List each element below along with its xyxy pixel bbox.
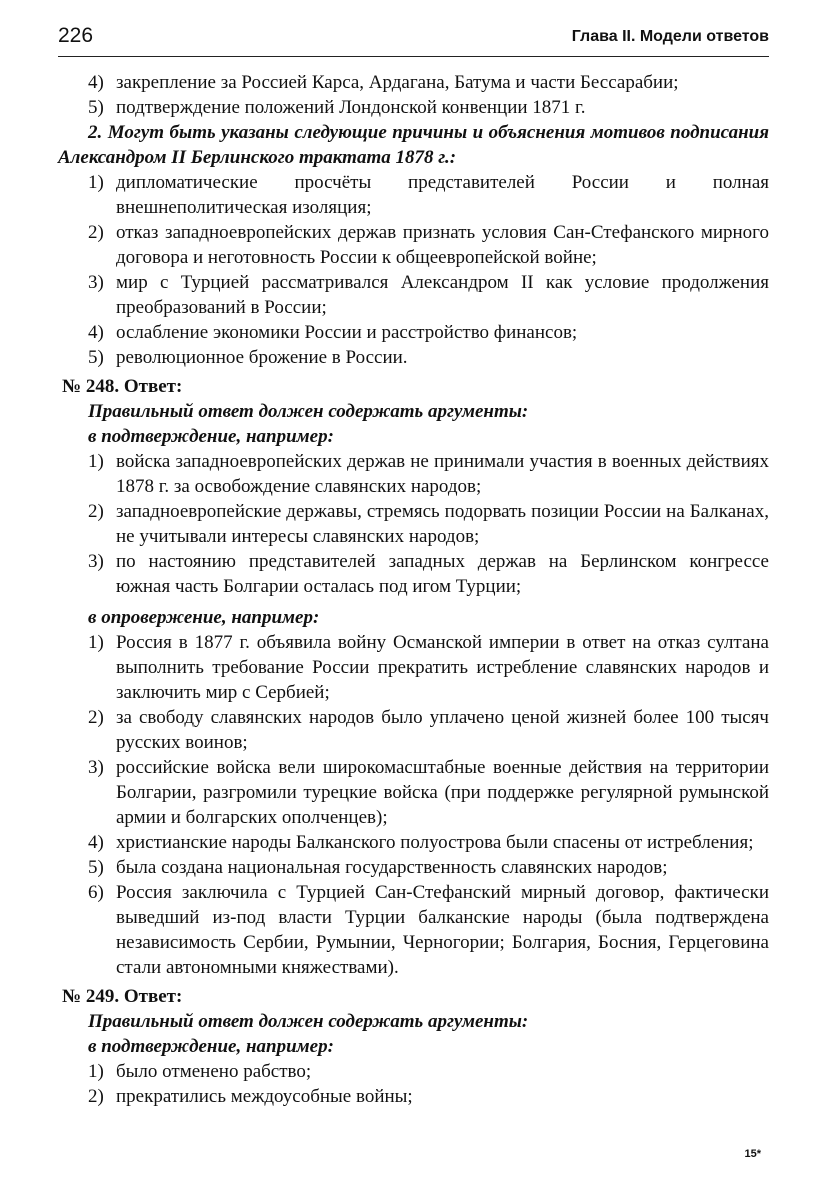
list-item — [58, 320, 769, 345]
list-item — [58, 95, 769, 120]
list-item — [58, 830, 769, 855]
page-number: 226 — [58, 24, 94, 47]
list-item — [58, 499, 769, 549]
item-number: 2) — [88, 1086, 104, 1107]
list-item — [58, 1059, 769, 1084]
item-text: прекратились междоусобные войны; — [116, 1086, 413, 1107]
list-item — [58, 270, 769, 320]
item-text: Россия заключила с Турцией Сан-Стефанский мирный договор, фактически выведший из-под власти Турции балканские народы (была подтверждена независимость Сербии, Румынии, Черногории; Болгария, Босния, Герцеговина стали автономными княжествами). — [116, 882, 769, 978]
item-number: 1) — [88, 172, 104, 193]
item-text: была создана национальная государственность славянских народов; — [116, 857, 668, 878]
item-text: российские войска вели широкомасштабные военные действия на территории Болгарии, разгромили турецкие войска (при поддержке регулярной румынской армии и болгарских ополченцев); — [116, 757, 769, 828]
list-item — [58, 220, 769, 270]
item-text: ослабление экономики России и расстройство финансов; — [116, 322, 578, 343]
item-text: по настоянию представителей западных держав на Берлинском конгрессе южная часть Болгарии осталась под игом Турции; — [116, 551, 769, 597]
item-number: 4) — [88, 72, 104, 93]
list-item — [58, 170, 769, 220]
item-number: 4) — [88, 832, 104, 853]
item-number: 5) — [88, 857, 104, 878]
list-item — [58, 755, 769, 830]
item-text: западноевропейские державы, стремясь подорвать позиции России на Балканах, не учитывали интересы славянских народов; — [116, 501, 769, 547]
item-number: 5) — [88, 97, 104, 118]
section-2-heading: 2. Могут быть указаны следующие причины и объяснения мотивов подписания Александром II Берлинского трактата 1878 г.: — [58, 122, 769, 168]
list-item — [58, 880, 769, 980]
item-text: войска западноевропейских держав не принимали участия в военных действиях 1878 г. за освобождение славянских народов; — [116, 451, 769, 497]
item-number: 1) — [88, 1061, 104, 1082]
item-number: 2) — [88, 222, 104, 243]
item-text: мир с Турцией рассматривался Александром II как условие продолжения преобразований в России; — [116, 272, 769, 318]
item-number: 3) — [88, 757, 104, 778]
chapter-title: Глава II. Модели ответов — [571, 28, 769, 45]
item-number: 2) — [88, 501, 104, 522]
answer-249-confirm-list — [58, 1059, 769, 1109]
item-text: было отменено рабство; — [116, 1061, 312, 1082]
answer-248-title: № 248. Ответ: — [62, 376, 183, 397]
item-text: за свободу славянских народов было уплачено ценой жизней более 100 тысяч русских воинов; — [116, 707, 769, 753]
list-item — [58, 345, 769, 370]
list-item — [58, 630, 769, 705]
item-number: 4) — [88, 322, 104, 343]
answer-249-confirm-heading: в подтверждение, например: — [88, 1036, 334, 1057]
page-content — [58, 70, 769, 1109]
answer-248-requirement: Правильный ответ должен содержать аргументы: — [88, 401, 529, 422]
item-number: 3) — [88, 551, 104, 572]
reasons-list — [58, 170, 769, 370]
answer-248-refute-list — [58, 630, 769, 980]
running-header — [58, 22, 769, 57]
list-item — [58, 70, 769, 95]
item-number: 2) — [88, 707, 104, 728]
item-text: закрепление за Россией Карса, Ардагана, Батума и части Бессарабии; — [116, 72, 679, 93]
signature-mark: 15* — [744, 1148, 761, 1160]
list-item — [58, 549, 769, 599]
item-number: 5) — [88, 347, 104, 368]
list-item — [58, 1084, 769, 1109]
item-text: Россия в 1877 г. объявила войну Османской империи в ответ на отказ султана выполнить требование России прекратить истребление славянских народов и заключить мир с Сербией; — [116, 632, 769, 703]
list-continued — [58, 70, 769, 120]
item-number: 3) — [88, 272, 104, 293]
list-item — [58, 855, 769, 880]
item-number: 1) — [88, 632, 104, 653]
item-text: подтверждение положений Лондонской конвенции 1871 г. — [116, 97, 586, 118]
item-number: 1) — [88, 451, 104, 472]
answer-248-confirm-heading: в подтверждение, например: — [88, 426, 334, 447]
answer-248-confirm-list — [58, 449, 769, 599]
item-text: дипломатические просчёты представителей России и полная внешнеполитическая изоляция; — [116, 172, 769, 218]
answer-248-refute-heading: в опровержение, например: — [88, 607, 320, 628]
item-text: отказ западноевропейских держав признать условия Сан-Стефанского мирного договора и неготовность России к общеевропейской войне; — [116, 222, 769, 268]
item-text: революционное брожение в России. — [116, 347, 408, 368]
list-item — [58, 705, 769, 755]
answer-249-title: № 249. Ответ: — [62, 986, 183, 1007]
answer-249-requirement: Правильный ответ должен содержать аргументы: — [88, 1011, 529, 1032]
item-number: 6) — [88, 882, 104, 903]
item-text: христианские народы Балканского полуострова были спасены от истребления; — [116, 832, 754, 853]
list-item — [58, 449, 769, 499]
